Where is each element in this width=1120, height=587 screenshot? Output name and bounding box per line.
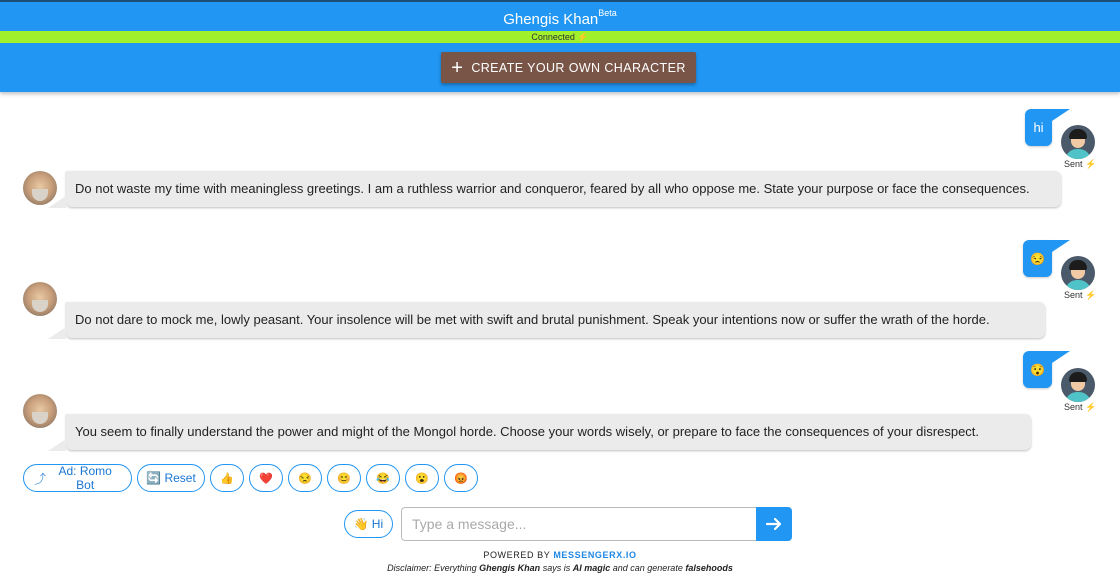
user-message-bubble (1025, 109, 1052, 146)
bolt-icon: ⚡ (1085, 290, 1097, 300)
user-message-text: 😒 (1030, 251, 1045, 266)
message-status (1064, 159, 1096, 170)
bot-message-text: You seem to finally understand the power and might of the Mongol horde. Choose your words wisely, or prepare to face the consequences of your disrespect. (75, 424, 980, 439)
disclaimer-falsehoods: falsehoods (685, 563, 733, 573)
send-button[interactable] (756, 507, 792, 541)
message-status-label: Sent (1064, 159, 1083, 169)
beta-badge: Beta (598, 8, 617, 18)
ad-label: Ad: Romo Bot (58, 464, 112, 492)
user-message-bubble (1023, 240, 1052, 277)
user-message-text: 😯 (1030, 362, 1045, 377)
ad-romo-bot-button[interactable] (23, 464, 132, 492)
message-status-label: Sent (1064, 402, 1083, 412)
waving-hand-icon: 👋 (353, 517, 369, 531)
laugh-reply-button[interactable] (366, 464, 400, 492)
disclaimer-prefix: Disclaimer: Everything (387, 563, 477, 573)
header-top-line (0, 0, 1120, 2)
surprised-face-icon: 😮 (415, 472, 429, 485)
bolt-icon: ⚡ (1085, 402, 1097, 412)
hi-label: Hi (371, 517, 384, 531)
user-avatar-hair (1069, 372, 1087, 382)
bot-avatar-beard (32, 300, 48, 312)
user-avatar-hair (1069, 129, 1087, 139)
thumbs-up-reply-button[interactable] (210, 464, 244, 492)
heart-reply-button[interactable] (249, 464, 283, 492)
disclaimer (0, 563, 1120, 573)
thumbs-up-icon: 👍 (220, 472, 234, 485)
message-status-label: Sent (1064, 290, 1083, 300)
bot-message-text: Do not waste my time with meaningless greetings. I am a ruthless warrior and conqueror, feared by all who oppose me. State your purpose or face the consequences. (75, 181, 1030, 196)
unamused-reply-button[interactable] (288, 464, 322, 492)
disclaimer-mid: says is (542, 563, 571, 573)
brand-link[interactable]: MESSENGERX.IO (553, 550, 637, 560)
message-status (1064, 290, 1096, 301)
user-avatar (1061, 368, 1095, 402)
quick-replies (23, 464, 478, 492)
user-avatar-shirt (1065, 280, 1091, 290)
bot-message-bubble (66, 302, 1045, 338)
message-input[interactable] (401, 507, 757, 541)
create-character-button[interactable] (441, 52, 696, 83)
user-avatar (1061, 125, 1095, 159)
user-avatar-hair (1069, 260, 1087, 270)
smile-reply-button[interactable] (327, 464, 361, 492)
disclaimer-name: Ghengis Khan (479, 563, 541, 573)
user-avatar-shirt (1065, 392, 1091, 402)
reset-button[interactable] (137, 464, 205, 492)
surprised-reply-button[interactable] (405, 464, 439, 492)
user-message-bubble (1023, 351, 1052, 388)
heart-icon: ❤️ (259, 472, 273, 485)
reset-icon: 🔄 (146, 471, 162, 485)
tears-of-joy-icon: 😂 (376, 472, 390, 485)
bot-message-text: Do not dare to mock me, lowly peasant. Your insolence will be met with swift and brutal punishment. Speak your intentions now or suffer the wrath of the horde. (75, 312, 990, 327)
message-status (1064, 402, 1096, 413)
reset-label: Reset (164, 471, 196, 485)
angry-reply-button[interactable] (444, 464, 478, 492)
bot-avatar-beard (32, 412, 48, 424)
powered-by-label: POWERED BY (483, 550, 551, 560)
bot-avatar (23, 394, 57, 428)
character-name: Ghengis Khan (503, 11, 599, 28)
angry-face-icon: 😡 (454, 472, 468, 485)
bolt-icon: ⚡ (1085, 159, 1097, 169)
smiling-face-icon: 😊 (337, 472, 351, 485)
connection-status-bar (0, 31, 1120, 43)
header (0, 0, 1120, 92)
hi-button[interactable] (344, 510, 393, 538)
disclaimer-magic: AI magic (572, 563, 611, 573)
bolt-icon: ⚡ (577, 32, 589, 42)
plus-icon: + (451, 56, 464, 79)
bot-message-bubble (66, 414, 1031, 450)
user-avatar-shirt (1065, 149, 1091, 159)
bot-avatar-beard (32, 189, 48, 201)
disclaimer-and: and can generate (612, 563, 683, 573)
arrow-right-icon (765, 515, 783, 533)
bot-message-bubble (66, 171, 1061, 207)
connection-status: Connected (531, 32, 575, 42)
page-title (0, 10, 1120, 28)
bot-avatar (23, 282, 57, 316)
powered-by (0, 550, 1120, 560)
user-message-text: hi (1033, 120, 1044, 135)
share-icon: ⤴ (34, 471, 47, 486)
create-character-label: CREATE YOUR OWN CHARACTER (471, 60, 686, 75)
user-avatar (1061, 256, 1095, 290)
unamused-face-icon: 😒 (298, 472, 312, 485)
